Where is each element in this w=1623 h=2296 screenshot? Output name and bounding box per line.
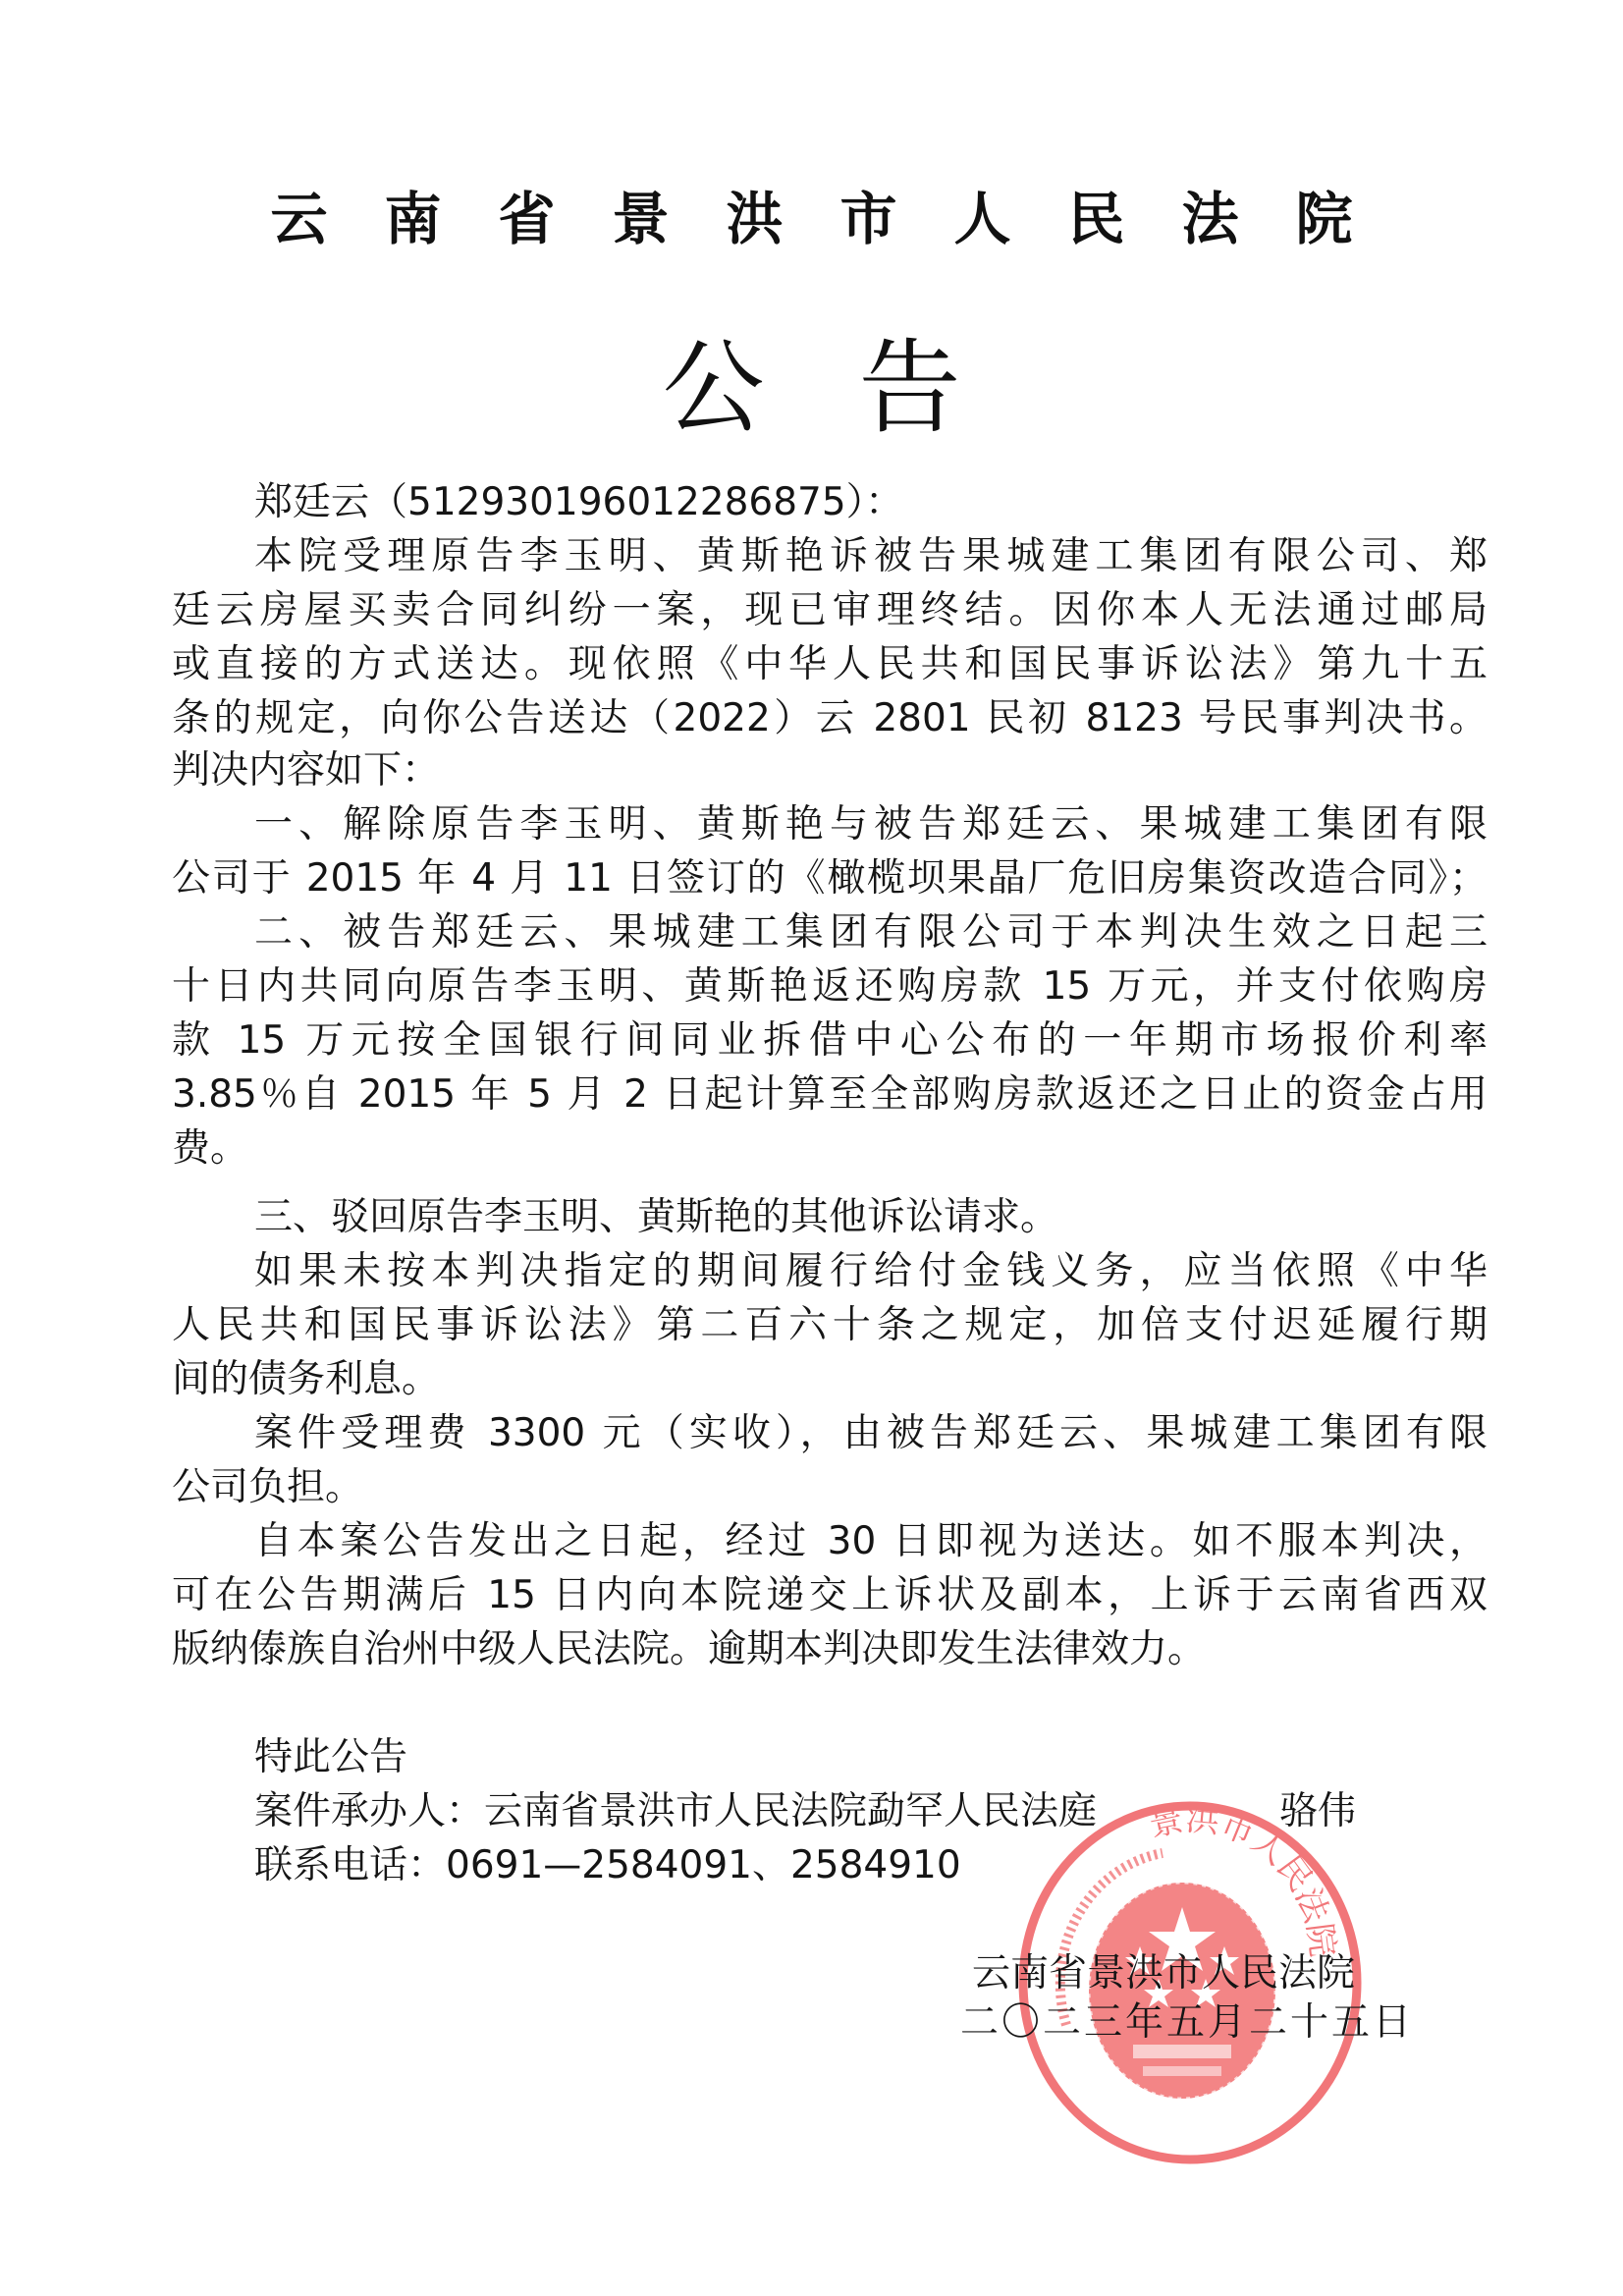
court-name-heading: 云南省景洪市人民法院 xyxy=(270,186,1410,252)
body-line: 案件受理费 3300 元（实收），由被告郑廷云、果城建工集团有限 xyxy=(254,1411,1488,1455)
body-line: 可在公告期满后 15 日内向本院递交上诉状及副本，上诉于云南省西双 xyxy=(172,1573,1488,1617)
body-line: 版纳傣族自治州中级人民法院。逾期本判决即发生法律效力。 xyxy=(172,1627,1207,1671)
body-line: 廷云房屋买卖合同纠纷一案，现已审理终结。因你本人无法通过邮局 xyxy=(172,588,1488,632)
body-line: 3.85％自 2015 年 5 月 2 日起计算至全部购房款返还之日止的资金占用 xyxy=(172,1072,1488,1117)
body-line: 本院受理原告李玉明、黄斯艳诉被告果城建工集团有限公司、郑 xyxy=(254,534,1488,578)
body-line: 间的债务利息。 xyxy=(172,1357,441,1401)
handler-name: 骆伟 xyxy=(1279,1789,1357,1833)
body-line: 或直接的方式送达。现依照《中华人民共和国民事诉讼法》第九十五 xyxy=(172,642,1488,686)
body-line: 款 15 万元按全国银行间同业拆借中心公布的一年期市场报价利率 xyxy=(172,1018,1488,1063)
body-line: 费。 xyxy=(172,1126,249,1171)
body-line: 公司负担。 xyxy=(172,1465,364,1509)
body-line: 自本案公告发出之日起，经过 30 日即视为送达。如不服本判决， xyxy=(254,1519,1488,1563)
body-line: 判决内容如下： xyxy=(172,748,441,793)
notice-title: 公告 xyxy=(662,328,1055,448)
addressee: 郑廷云（512930196012286875）： xyxy=(254,480,904,524)
judgment-item-1: 一、解除原告李玉明、黄斯艳与被告郑廷云、果城建工集团有限 xyxy=(254,802,1488,847)
body-line: 人民共和国民事诉讼法》第二百六十条之规定，加倍支付迟延履行期 xyxy=(172,1303,1488,1347)
special-notice: 特此公告 xyxy=(254,1735,408,1779)
judgment-item-2: 二、被告郑廷云、果城建工集团有限公司于本判决生效之日起三 xyxy=(254,910,1488,955)
body-line: 如果未按本判决指定的期间履行给付金钱义务，应当依照《中华 xyxy=(254,1249,1488,1293)
seal-ring-text: 景洪市人民法院 xyxy=(1146,1799,1342,1959)
body-line: 公司于 2015 年 4 月 11 日签订的《橄榄坝果晶厂危旧房集资改造合同》； xyxy=(172,856,1488,901)
judgment-item-3: 三、驳回原告李玉明、黄斯艳的其他诉讼请求。 xyxy=(254,1195,1059,1239)
case-handler: 案件承办人：云南省景洪市人民法院勐罕人民法庭 xyxy=(254,1789,1098,1833)
signing-court: 云南省景洪市人民法院 xyxy=(972,1951,1356,1995)
body-line: 十日内共同向原告李玉明、黄斯艳返还购房款 15 万元，并支付依购房 xyxy=(172,964,1488,1009)
body-line: 条的规定，向你公告送达（2022）云 2801 民初 8123 号民事判决书。 xyxy=(172,696,1488,740)
contact-phone: 联系电话：0691—2584091、2584910 xyxy=(254,1843,961,1887)
signing-date: 二〇二三年五月二十五日 xyxy=(960,2000,1415,2045)
